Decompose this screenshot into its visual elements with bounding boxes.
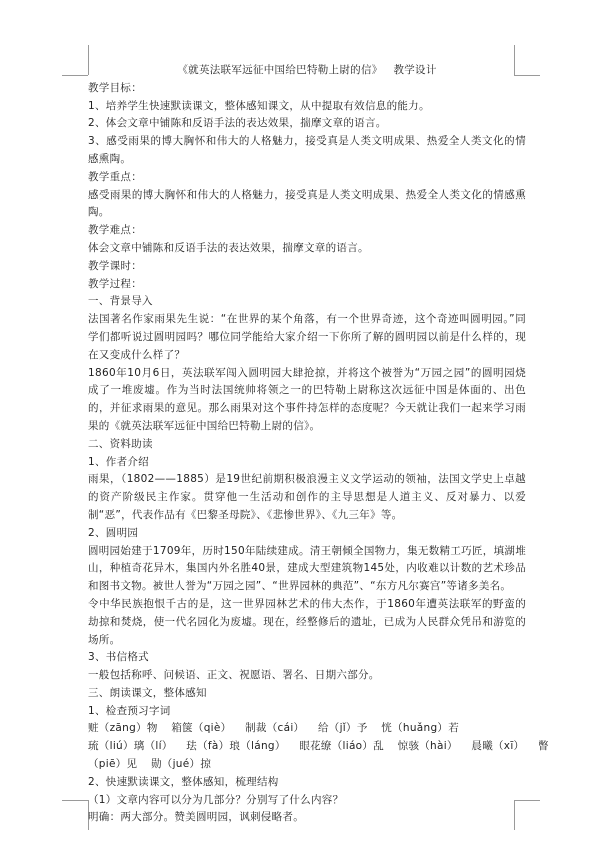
process-heading: 教学过程：	[88, 277, 142, 290]
document-title: 《就英法联军远征中国给巴特勒上尉的信》 教学设计	[177, 64, 437, 76]
pinyin-word: 给（jǐ）予	[317, 722, 368, 735]
garden-paragraph: 圆明园始建于1709年，历时150年陆续建成。清王朝倾全国物力，集无数精工巧匠，填湖堆山，种植奇花异木，集国内外名胜40景，建成大型建筑物145处，内收难以计数的艺术珍品和图书文物。被世人誉为“万园之园”、“世界园林的典范”、“东方凡尔赛宫”等诸多美名。	[88, 544, 526, 593]
letter-format-heading: 3、书信格式	[88, 651, 149, 664]
pinyin-word: 箱箧（qiè）	[171, 722, 232, 735]
author-heading: 1、作者介绍	[88, 455, 149, 468]
pinyin-word: 勋（jué）掠	[150, 758, 212, 771]
pinyin-word: 赃（zāng）物	[88, 722, 158, 735]
background-heading: 一、背景导入	[88, 295, 153, 308]
question-text: （1）文章内容可以分为几部分？分别写了什么内容？	[88, 793, 344, 806]
key-heading: 教学重点：	[88, 170, 142, 183]
pinyin-word: 制裁（cái）	[245, 722, 305, 735]
goal-item: 2、体会文章中铺陈和反语手法的表达效果，揣摩文章的语言。	[88, 117, 387, 130]
pinyin-word: （piē）见	[88, 758, 138, 771]
letter-format-text: 一般包括称呼、问候语、正文、祝愿语、署名、日期六部分。	[88, 669, 380, 682]
difficulty-text: 体会文章中铺陈和反语手法的表达效果，揣摩文章的语言。	[88, 241, 369, 254]
author-text: 雨果，（1802——1885）是19世纪前期积极浪漫主义文学运动的领袖，法国文学史上卓越的资产阶级民主作家。贯穿他一生活动和创作的主导思想是人道主义、反对暴力、以爱制“恶”，代表作品有《巴黎圣母院》、《悲惨世界》、《九三年》等。	[88, 473, 526, 521]
garden-heading: 2、圆明园	[88, 526, 139, 539]
document-page	[88, 62, 549, 827]
pinyin-word: 惊骇（hài）	[397, 740, 458, 753]
goal-item: 1、培养学生快速默读课文，整体感知课文，从中提取有效信息的能力。	[88, 99, 430, 112]
material-heading: 二、资料助读	[88, 437, 153, 450]
difficulty-heading: 教学难点：	[88, 224, 142, 237]
pinyin-row	[88, 756, 526, 774]
key-text: 感受雨果的博大胸怀和伟大的人格魅力，接受真是人类文明成果、热爱全人类文化的情感熏陶。	[88, 188, 526, 219]
pinyin-row	[88, 720, 526, 738]
goal-item: 3、感受雨果的博大胸怀和伟大的人格魅力，接受真是人类文明成果、热爱全人类文化的情感熏陶。	[88, 135, 526, 165]
reading-heading: 三、朗读课文，整体感知	[88, 686, 207, 699]
goals-heading: 教学目标：	[88, 81, 142, 94]
hours-heading: 教学课时：	[88, 259, 142, 272]
pinyin-word: 晨曦（xī）	[471, 740, 525, 753]
garden-paragraph: 令中华民族抱恨千古的是，这一世界园林艺术的伟大杰作，于1860年遭英法联军的野蛮的劫掠和焚烧，使一代名园化为废墟。现在，经整修后的遗址，已成为人民群众凭吊和游览的场所。	[88, 597, 526, 646]
pinyin-word: 珐（fà）琅（láng）	[186, 740, 286, 753]
background-paragraph: 1860年10月6日，英法联军闯入圆明园大肆抢掠，并将这个被誉为“万园之园”的圆明园烧成了一堆废墟。作为当时法国统帅将领之一的巴特勒上尉称这次远征中国是体面的、出色的，并征求雨果的意见。那么雨果对这个事件持怎样的态度呢？今天就让我们一起来学习雨果的《就英法联军远征中国给巴特勒上尉的信》。	[88, 366, 526, 432]
pinyin-word: 琉（liú）璃（lí）	[88, 740, 173, 753]
pinyin-word: 眼花缭（liáo）乱	[299, 740, 385, 753]
quick-reading-heading: 2、快速默读课文，整体感知，梳理结构	[88, 775, 279, 788]
preview-heading: 1、检查预习字词	[88, 704, 171, 717]
answer-text: 明确：两大部分。赞美圆明园，讽刺侵略者。	[88, 811, 304, 824]
pinyin-row	[88, 738, 549, 756]
background-paragraph: 法国著名作家雨果先生说：“在世界的某个角落，有一个世界奇迹，这个奇迹叫圆明园。”同学们都听说过圆明园吗？哪位同学能给大家介绍一下你所了解的圆明园以前是什么样的，现在又变成什么样了？	[88, 313, 526, 361]
pinyin-word: 瞥	[537, 740, 549, 753]
pinyin-word: 恍（huǎng）若	[381, 722, 460, 735]
